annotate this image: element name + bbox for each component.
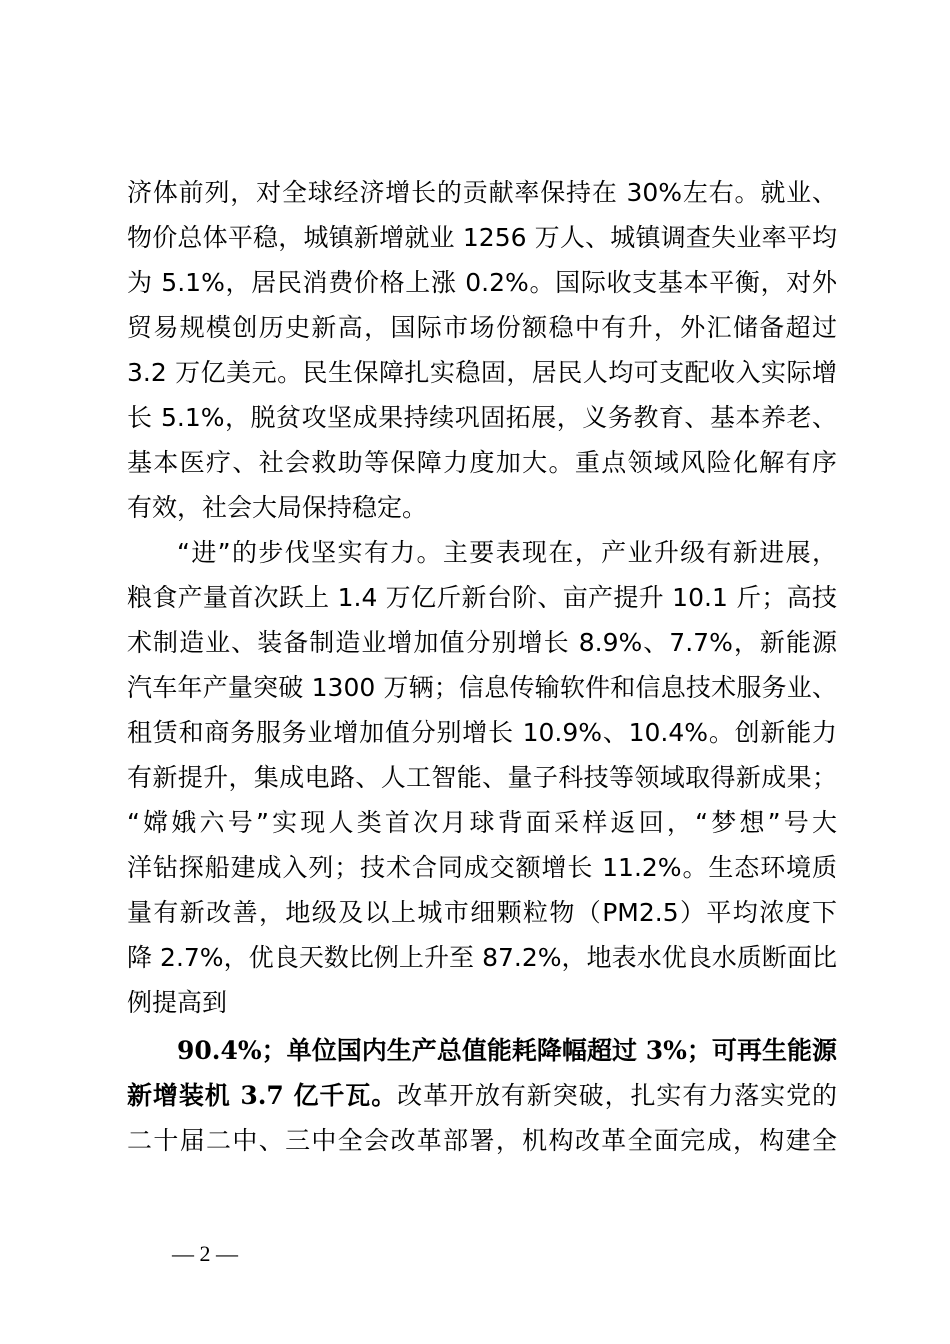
text-line: 有效，社会大局保持稳定。 — [127, 493, 428, 522]
text-line: 租赁和商务服务业增加值分别增长 10.9%、10.4%。创新能力 — [127, 718, 837, 747]
text-line: 洋钻探船建成入列；技术合同成交额增长 11.2%。生态环境质 — [127, 853, 837, 882]
mixed-text-line — [127, 1073, 837, 1118]
text-line: 粮食产量首次跃上 1.4 万亿斤新台阶、亩产提升 10.1 斤；高技 — [127, 583, 837, 612]
normal-text: 改革开放有新突破，扎实有力落实党的 — [397, 1081, 837, 1110]
text-line: 济体前列，对全球经济增长的贡献率保持在 30%左右。就业、 — [127, 178, 837, 207]
text-line: 汽车年产量突破 1300 万辆；信息传输软件和信息技术服务业、 — [127, 673, 837, 702]
text-line: 长 5.1%，脱贫攻坚成果持续巩固拓展，义务教育、基本养老、 — [127, 403, 837, 432]
text-line: 例提高到 — [127, 988, 228, 1017]
text-line: 量有新改善，地级及以上城市细颗粒物（PM2.5）平均浓度下 — [127, 898, 837, 927]
text-line: 基本医疗、社会救助等保障力度加大。重点领域风险化解有序 — [127, 448, 837, 477]
text-line: 二十届二中、三中全会改革部署，机构改革全面完成，构建全 — [127, 1126, 837, 1155]
text-line: 有新提升，集成电路、人工智能、量子科技等领域取得新成果； — [127, 763, 837, 792]
text-line: “进”的步伐坚实有力。主要表现在，产业升级有新进展， — [177, 538, 837, 567]
body-text — [127, 170, 837, 1163]
text-line: 降 2.7%，优良天数比例上升至 87.2%，地表水优良水质断面比 — [127, 943, 837, 972]
bold-text: 新增装机 3.7 亿千瓦。 — [127, 1081, 398, 1110]
text-line: 3.2 万亿美元。民生保障扎实稳固，居民人均可支配收入实际增 — [127, 358, 837, 387]
bold-text-line: 90.4%；单位国内生产总值能耗降幅超过 3%；可再生能源 — [177, 1036, 837, 1065]
text-line: “嫦娥六号”实现人类首次月球背面采样返回，“梦想”号大 — [127, 808, 837, 837]
text-line: 为 5.1%，居民消费价格上涨 0.2%。国际收支基本平衡，对外 — [127, 268, 837, 297]
page-number: — 2 — — [172, 1241, 238, 1266]
text-line: 物价总体平稳，城镇新增就业 1256 万人、城镇调查失业率平均 — [127, 223, 837, 252]
text-line: 术制造业、装备制造业增加值分别增长 8.9%、7.7%，新能源 — [127, 628, 837, 657]
text-line: 贸易规模创历史新高，国际市场份额稳中有升，外汇储备超过 — [127, 313, 837, 342]
